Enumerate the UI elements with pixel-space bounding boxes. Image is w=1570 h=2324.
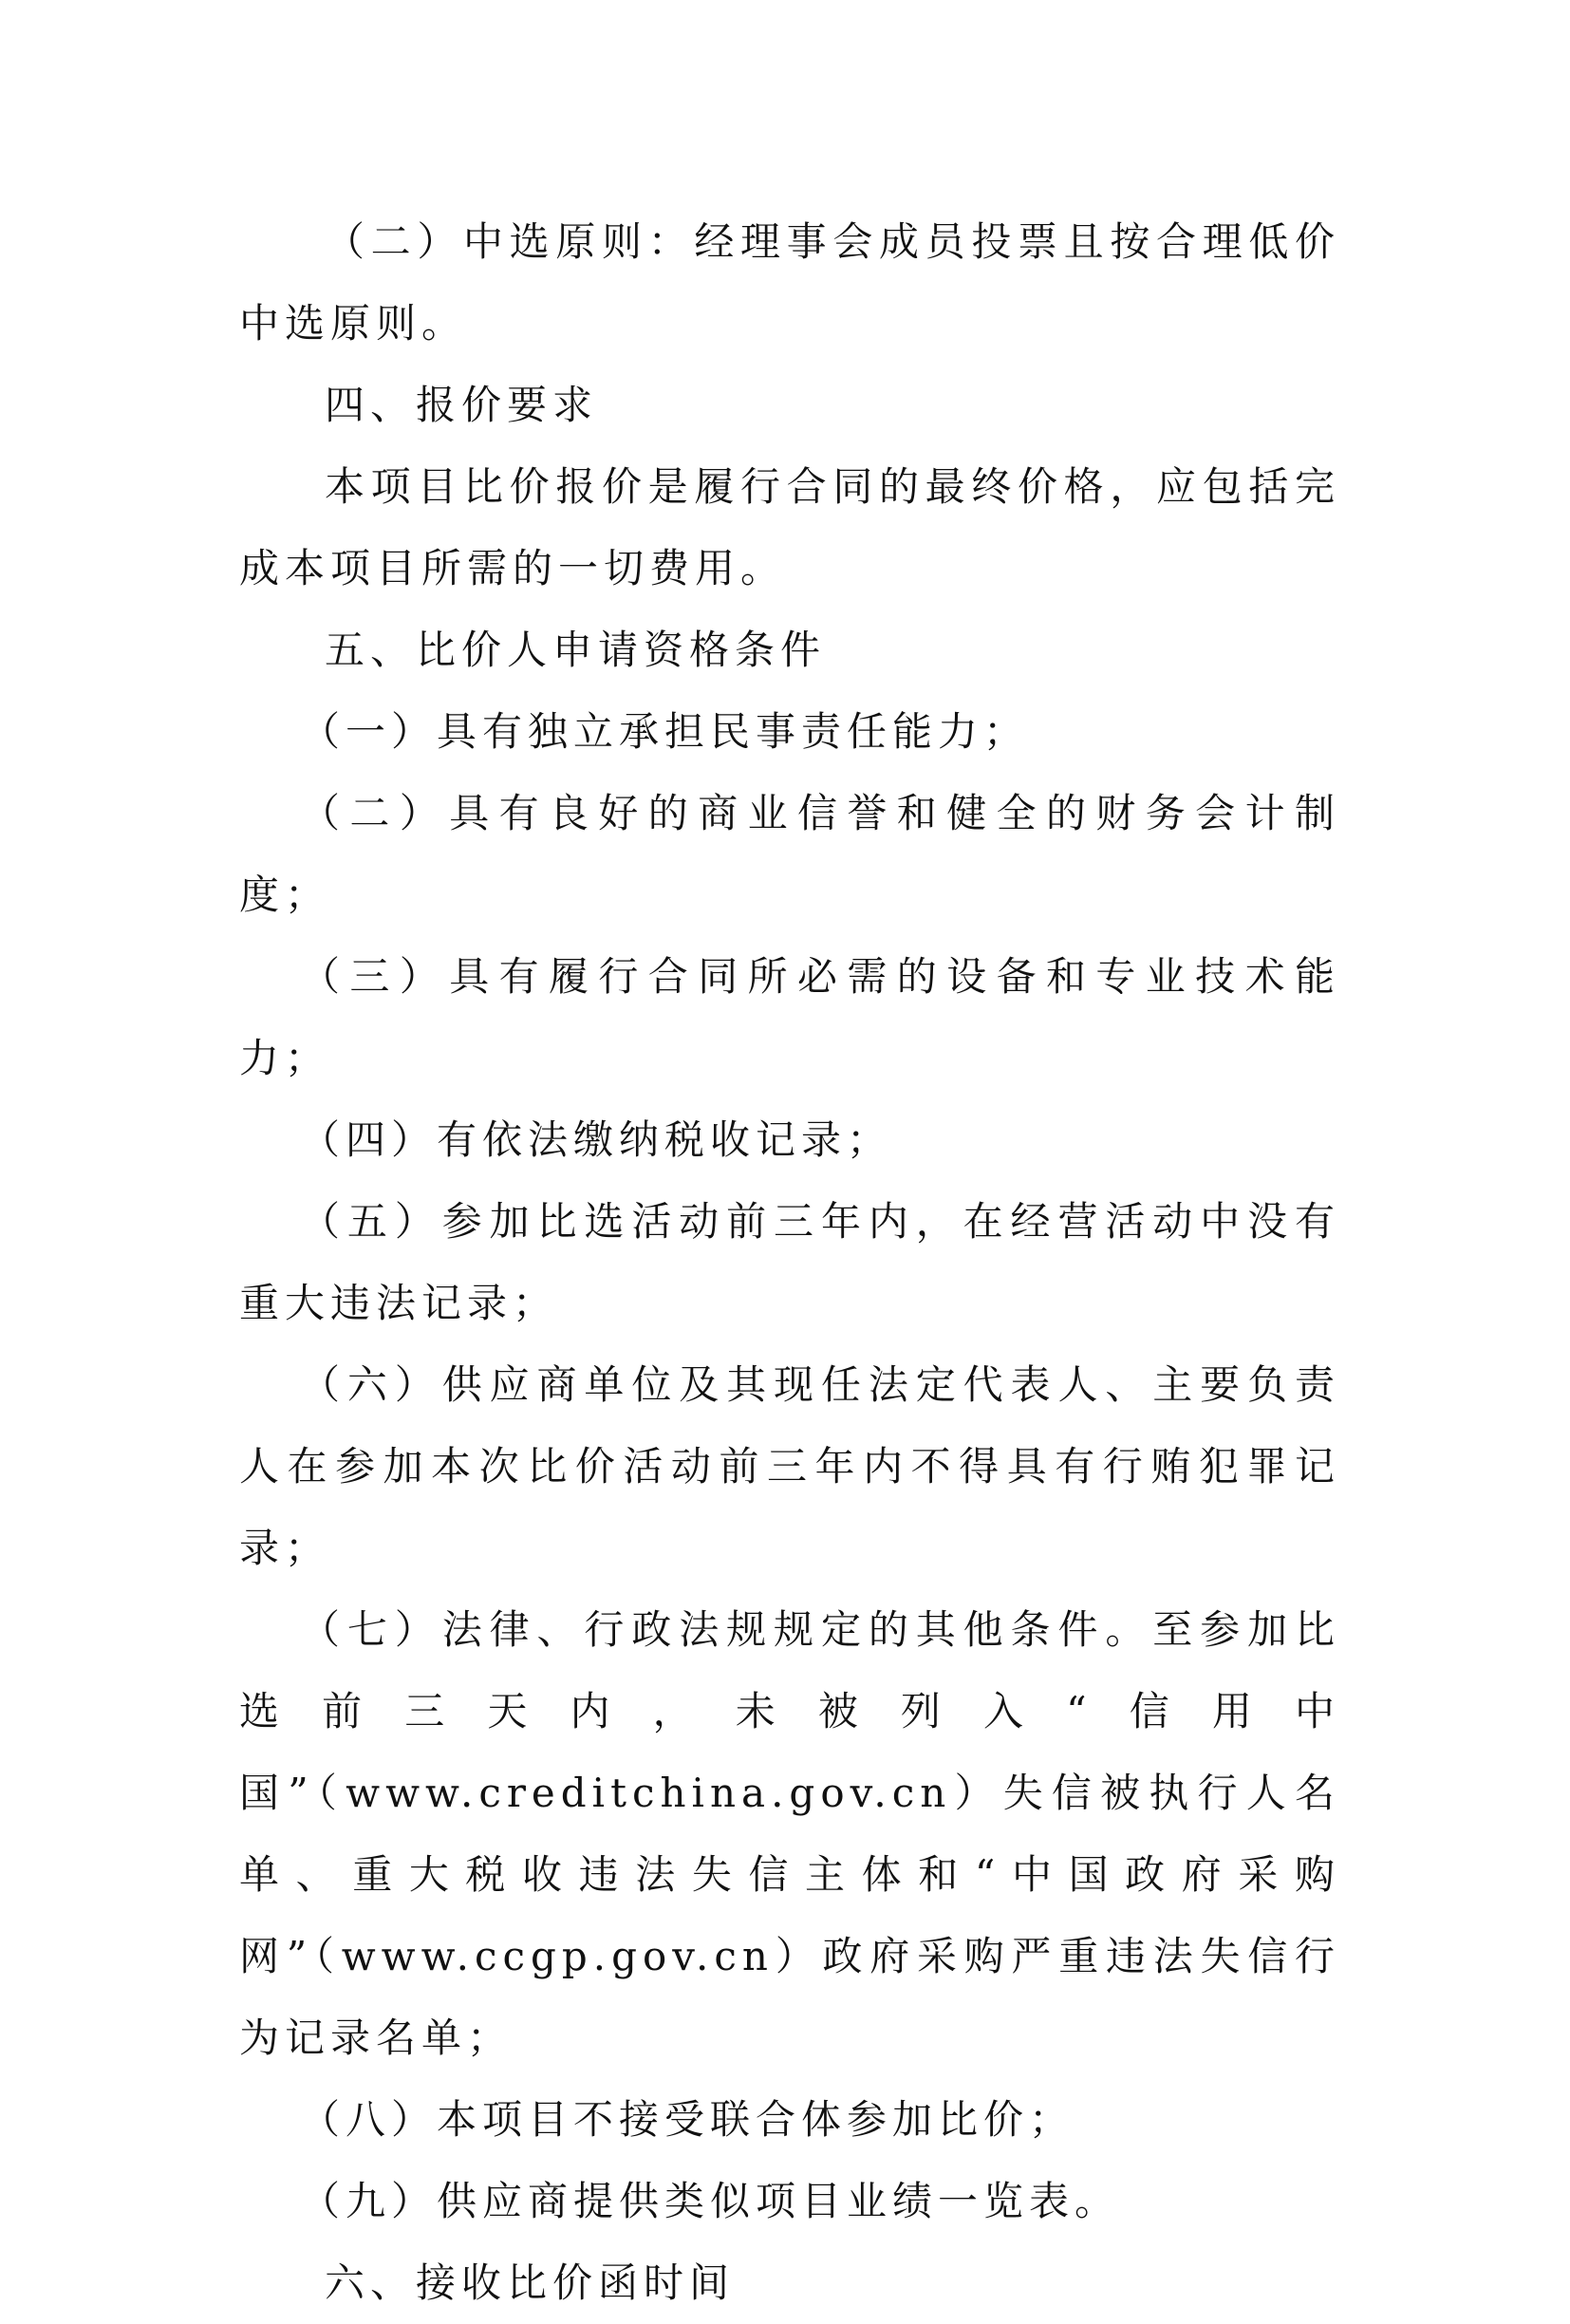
qualification-item-1: （一）具有独立承担民事责任能力；: [300, 708, 1030, 755]
heading-quotation-requirements: 四、报价要求: [325, 382, 599, 428]
heading-bidder-qualifications: 五、比价人申请资格条件: [325, 627, 827, 673]
qualification-item-3: （三）具有履行合同所必需的设备和专业技术能力；: [239, 953, 1340, 1081]
paragraph-selection-principle: （二）中选原则：经理事会成员投票且按合理低价中选原则。: [239, 218, 1340, 347]
qualification-item-2: （二）具有良好的商业信誉和健全的财务会计制度；: [239, 790, 1340, 918]
qualification-item-9: （九）供应商提供类似项目业绩一览表。: [300, 2178, 1121, 2224]
qualification-item-7: （七）法律、行政法规规定的其他条件。至参加比选前三天内，未被列入“信用中国”（www.creditchina.gov.cn）失信被执行人名单、重大税收违法失信主体和“中国政府采购网”（www.ccgp.gov.cn）政府采购严重违法失信行为记录名单；: [239, 1606, 1340, 2061]
qualification-item-4: （四）有依法缴纳税收记录；: [300, 1116, 893, 1163]
document-body: [239, 201, 1340, 2324]
qualification-item-5: （五）参加比选活动前三年内，在经营活动中没有重大违法记录；: [239, 1198, 1340, 1326]
heading-receipt-time: 六、接收比价函时间: [325, 2259, 736, 2306]
qualification-item-8: （八）本项目不接受联合体参加比价；: [300, 2096, 1075, 2143]
qualification-item-6: （六）供应商单位及其现任法定代表人、主要负责人在参加本次比价活动前三年内不得具有行贿犯罪记录；: [239, 1361, 1340, 1571]
paragraph-quotation-content: 本项目比价报价是履行合同的最终价格，应包括完成本项目所需的一切费用。: [239, 463, 1340, 591]
